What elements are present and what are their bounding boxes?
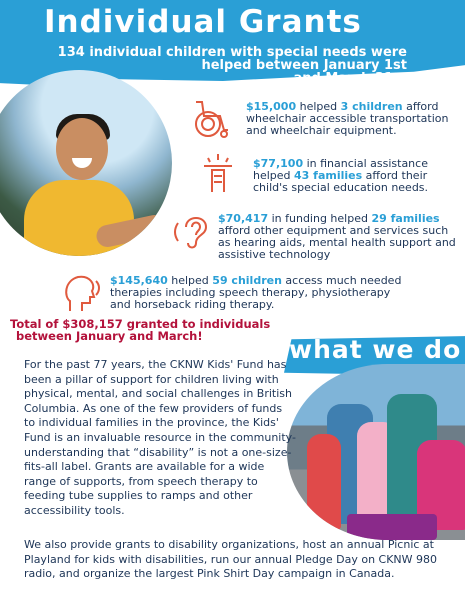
photo-boy-in-wheelchair (0, 70, 172, 256)
grant-item-equipment: $70,417 in funding helped 29 families afford other equipment and services such as hearing aids, mental health support and assistive technology (218, 212, 456, 261)
total-line-2: between January and March! (16, 329, 203, 343)
subtitle-line-2: helped between January 1st (201, 58, 407, 73)
ear-icon (172, 209, 216, 257)
photo-group-of-kids (287, 364, 465, 540)
what-we-do-paragraph-2: We also provide grants to disability organizations, host an annual Picnic at Playland for kids with disabilities, run our annual Pledge Day on CKNW 980 radio, and organize the largest Pink Shirt Day campaign in Canada. (24, 538, 438, 581)
page-title: Individual Grants (44, 4, 362, 40)
grant-item-therapies: $145,640 helped 59 children access much needed therapies including speech therapy, physiotherapy and horseback riding therapy. (110, 274, 402, 311)
raised-hand-pencil-icon (196, 152, 240, 200)
what-we-do-heading: what we do (289, 335, 462, 364)
total-line-1: Total of $308,157 granted to individuals (10, 317, 271, 331)
subtitle-line-1: 134 individual children with special needs were (57, 45, 407, 60)
total-granted (10, 318, 280, 342)
grant-item-education: $77,100 in financial assistance helped 43 families afford their child's special education needs. (253, 157, 429, 194)
subtitle-line-3: and March 31st (293, 71, 407, 86)
wheelchair-icon (188, 96, 232, 144)
grant-item-wheelchair: $15,000 helped 3 children afford wheelchair accessible transportation and wheelchair equipment. (246, 100, 449, 137)
what-we-do-paragraph-1: For the past 77 years, the CKNW Kids' Fund has been a pillar of support for children living with physical, mental, and social challenges in British Columbia. As one of the few providers of funds to individual families in the province, the Kids' Fund is an invaluable resource in the community-understanding that “disability” is not a one-size-fits-all label. Grants are available for a wide range of supports, from speech therapy to feeding tube supplies to ramps and other accessibility tools. (24, 358, 296, 517)
head-speech-icon (60, 271, 104, 319)
